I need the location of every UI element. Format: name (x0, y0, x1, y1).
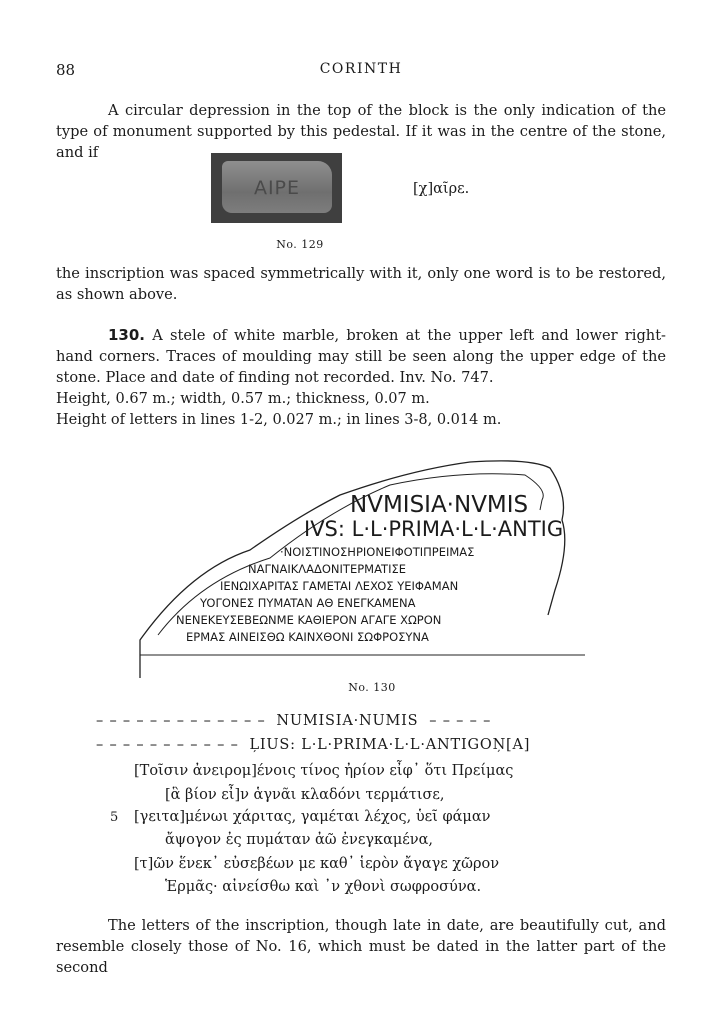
ins-line-1: NVMISIA·NVMIS (350, 492, 529, 518)
figure-caption-130: No. 130 (348, 681, 396, 694)
entry-text: A stele of white marble, broken at the upper left and lower right-hand corners. Traces of moulding may still be seen along the upper edge of the stone. Place and date of finding not recorded. Inv. No. 747. (56, 327, 666, 386)
transcription-line-3: [Τοῖσιν ἀνειρομ]ένοις τίνος ἠρίον εἶφ᾽ ὅτι Πρείμας (134, 763, 514, 779)
ins-line-8: EPMAΣ AINEIΣΘΩ KAINXΘONI ΣΩΦPOΣYNA (186, 630, 429, 644)
transcription-line-7: [τ]ῶν ἕνεκ᾽ εὐσεβέων με καθ᾽ ἱερὸν ἄγαγε χῶρον (134, 856, 500, 872)
letter-heights: Height of letters in lines 1-2, 0.027 m.; in lines 3-8, 0.014 m. (56, 412, 502, 428)
paragraph-letters: The letters of the inscription, though late in date, are beautifully cut, and resemble closely those of No. 16, which must be dated in the latter part of the second (56, 917, 666, 976)
inscription-photo-129 (211, 153, 342, 223)
figure-caption-129: No. 129 (276, 238, 324, 251)
ins-line-5: IENΩIXAPITAΣ ΓAMETAI ΛEXOΣ YEIΦAMAN (220, 579, 459, 593)
transcription-line-5: [γειτα]μένωι χάριτας, γαμέται λέχος, ὑεῖ φάμαν (134, 809, 491, 825)
entry-number: 130. (108, 326, 146, 344)
entry-130-description (56, 325, 666, 388)
ins-line-4: NAΓNAIKΛAΔONITEPMATIΣE (248, 562, 406, 576)
transcription-line-2: – – – – – – – – – – – ĻIUS: L·L·PRIMA·L·L·ANTIGOŅ[A] (96, 737, 531, 753)
ins-line-2: IVS: L·L·PRIMA·L·L·ANTIG (304, 517, 564, 541)
running-head-title: CORINTH (319, 61, 403, 77)
transcription-line-1: – – – – – – – – – – – – – NUMISIA·NUMIS – – – – – (96, 713, 492, 729)
stone-block (222, 161, 332, 213)
stele-drawing (130, 440, 590, 690)
ins-line-6: YOΓONEΣ ΠYMATAN AΘ ENEΓKAMENA (200, 596, 416, 610)
paragraph-intro: A circular depression in the top of the block is the only indication of the type of monument supported by this pedestal. If it was in the centre of the stone, and if (56, 102, 666, 161)
transcription-line-8: Ἑρμᾶς· αἰνείσθω καὶ ᾽ν χθονὶ σωφροσύνα. (165, 879, 482, 895)
dimensions: Height, 0.67 m.; width, 0.57 m.; thickness, 0.07 m. (56, 391, 430, 407)
transcription-line-6: ἄψογον ἐς πυμάταν ἀῶ ἐνεγκαμένα, (165, 832, 434, 848)
restored-greek-word: [χ]αῖρε. (413, 181, 470, 197)
page-number: 88 (56, 61, 76, 79)
line-number: 5 (110, 810, 119, 825)
transcription-line-4: [ἃ βίον εἶ]ν ἁγνᾶι κλαδόνι τερμάτισε, (165, 787, 445, 803)
ins-line-7: NENEKEYΣEBEΩNME KAΘIEPON AΓAΓE XΩPON (176, 613, 442, 627)
stone-inscription-text: ΑΙΡΕ (253, 177, 301, 199)
ins-line-3: ·NOIΣTINOΣHPIONEIΦOTIΠPEIMAΣ (280, 545, 475, 559)
paragraph-symmetry: the inscription was spaced symmetrically with it, only one word is to be restored, as shown above. (56, 265, 666, 303)
